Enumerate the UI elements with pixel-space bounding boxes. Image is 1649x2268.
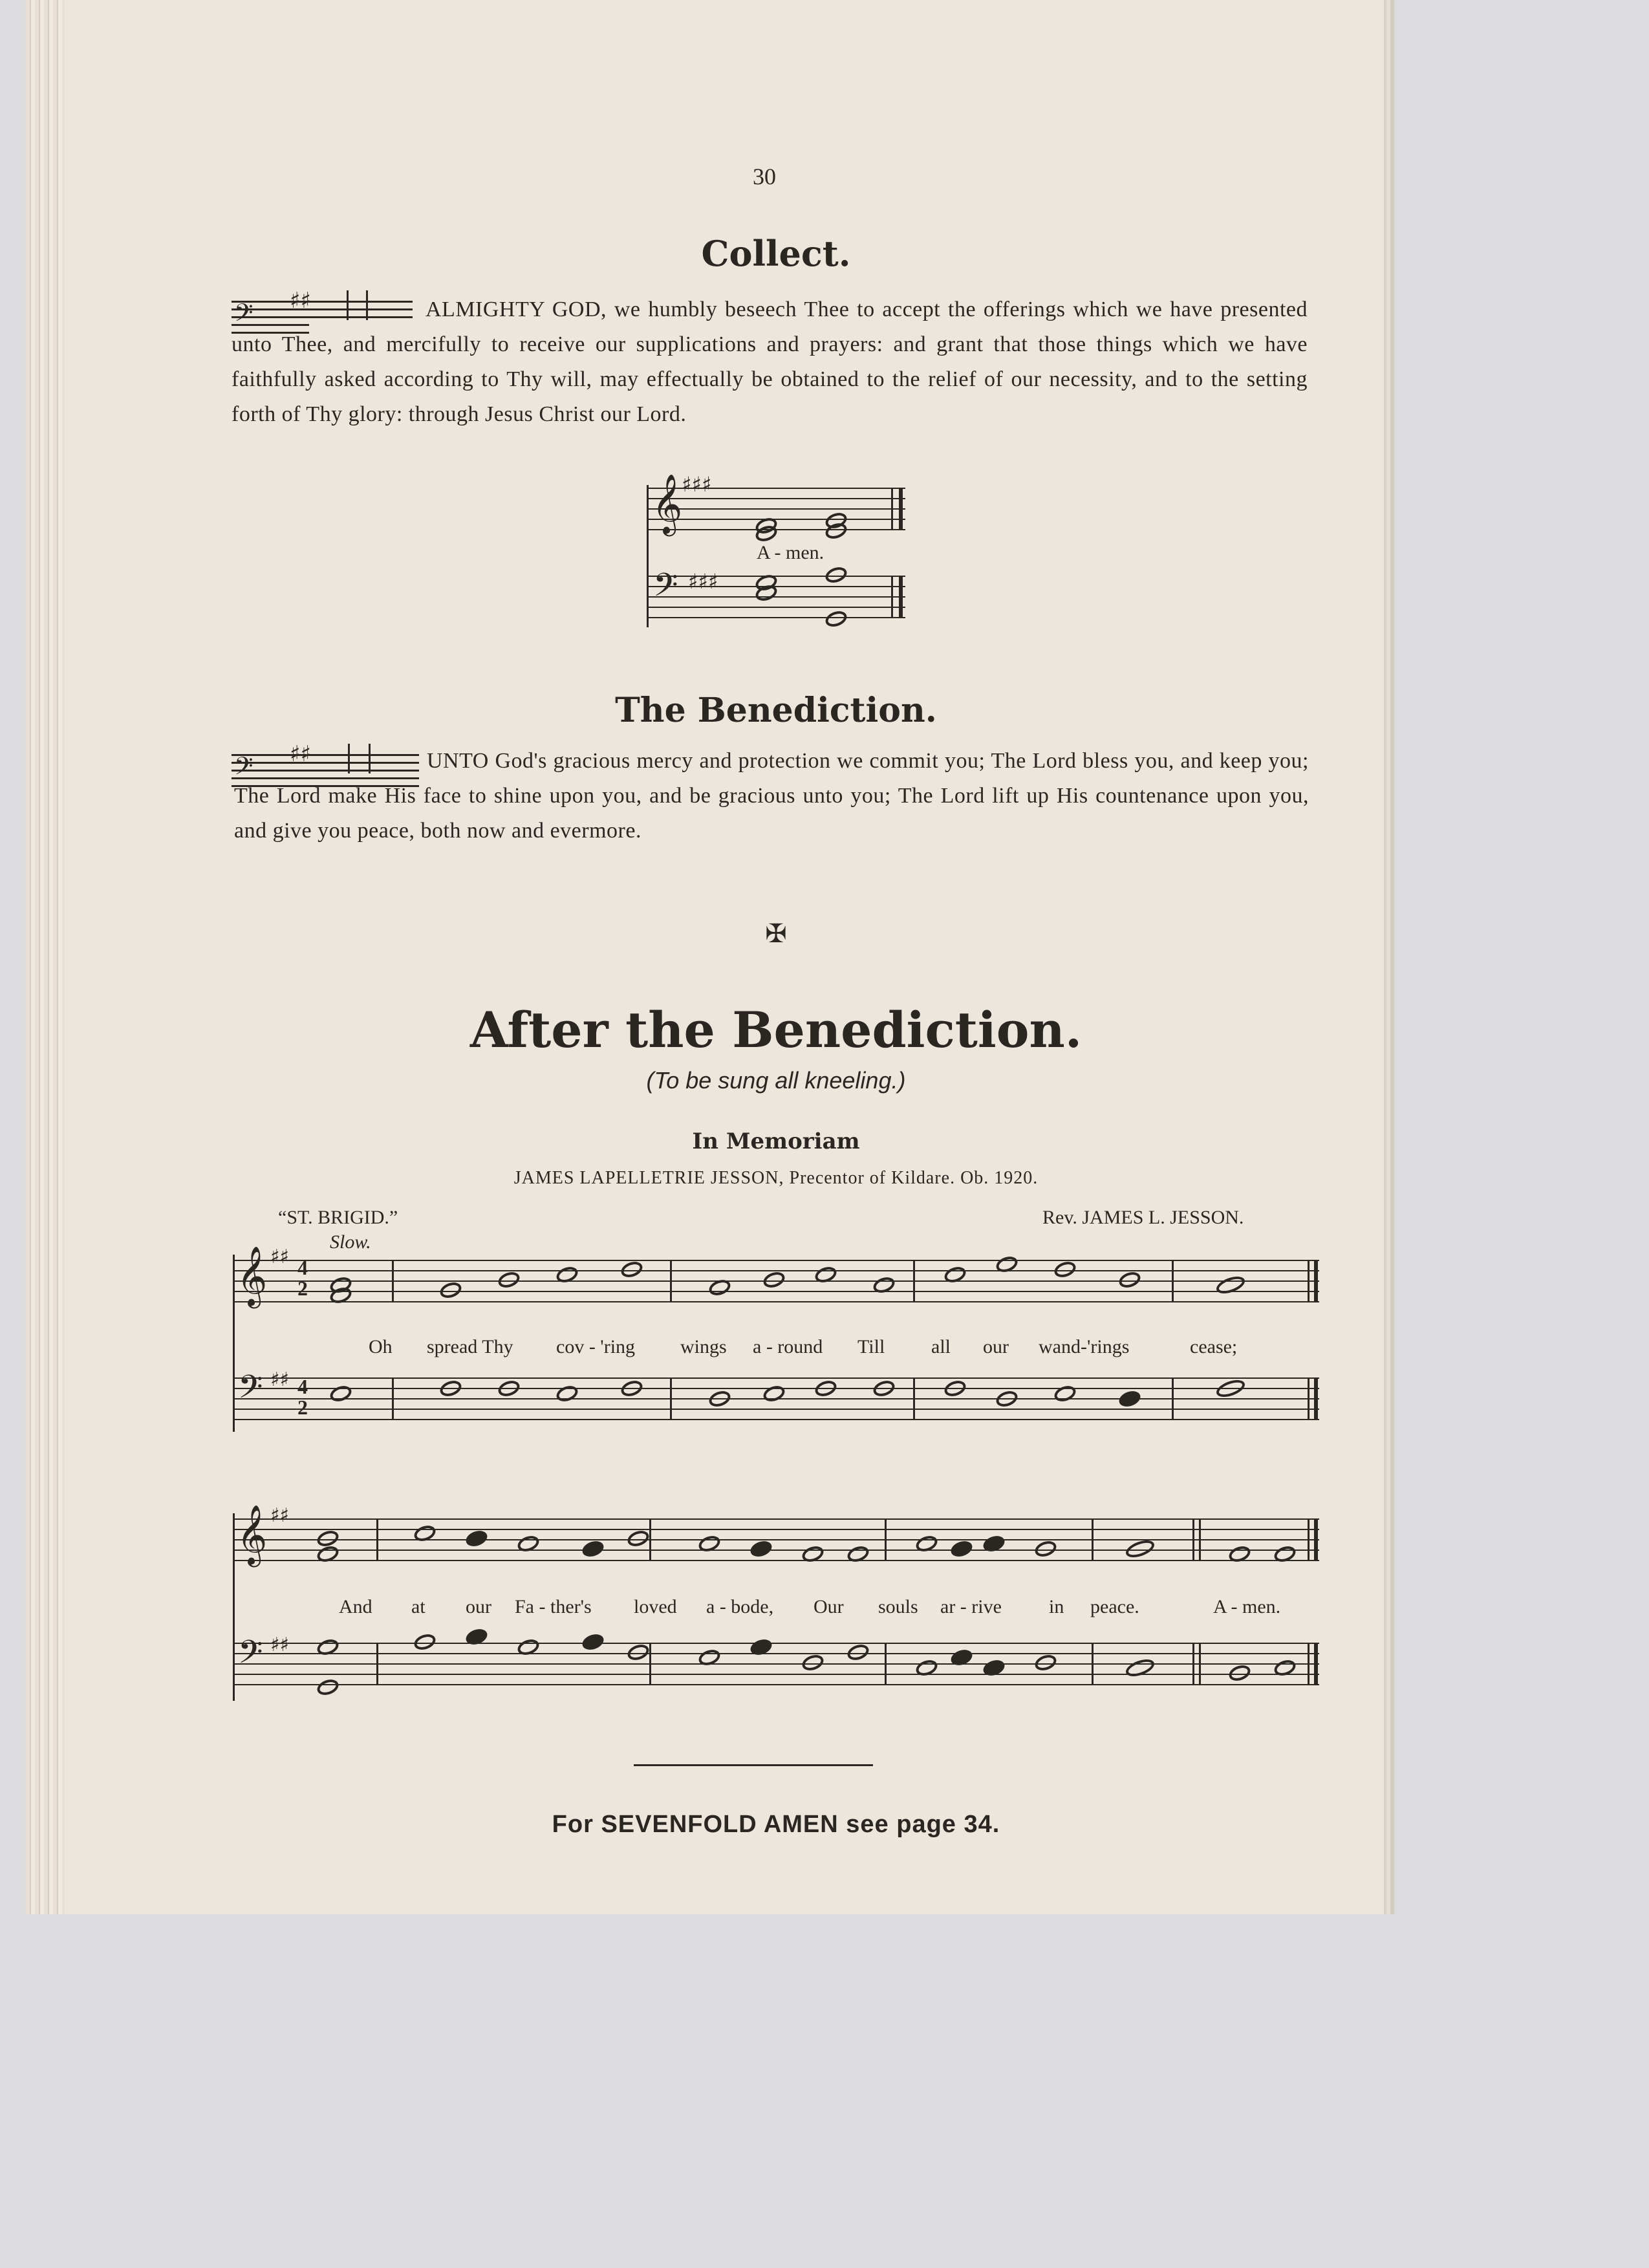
divider-rule <box>634 1764 873 1766</box>
composer: Rev. JAMES L. JESSON. <box>1042 1207 1244 1228</box>
lyric-1-5: a - round <box>753 1336 823 1357</box>
benediction-title: The Benediction. <box>615 691 937 730</box>
lyric-1-7: all <box>931 1336 951 1357</box>
lyric-1-2: spread Thy <box>427 1336 513 1357</box>
page-number: 30 <box>753 164 776 189</box>
hymn-system-1: 𝄞 ♯♯ 4 2 𝄢 ♯♯ 4 2 <box>233 1255 1319 1436</box>
lyric-2-4: Fa - ther's <box>515 1596 592 1617</box>
amen-lyric: A - men. <box>757 542 824 563</box>
lyric-2-2: at <box>411 1596 426 1617</box>
lyric-2-10: in <box>1049 1596 1064 1617</box>
lyric-1-6: Till <box>857 1336 885 1357</box>
lyric-2-8: souls <box>878 1596 918 1617</box>
collect-title: Collect. <box>701 233 851 274</box>
amen-score: 𝄞 ♯♯♯ A - men. 𝄢 ♯♯♯ <box>647 479 905 634</box>
lyric-2-9: ar - rive <box>940 1596 1002 1617</box>
collect-text: ALMIGHTY GOD, we humbly beseech Thee to accept the offerings which we have presented unto Thee, and mercifully to receive our supplications and prayers: and grant that those things which we have faithfully asked according to Thy will, may effectually be obtained to the relief of our necessity, and to the setting forth of Thy glory: through Jesus Christ our Lord. <box>232 297 1308 426</box>
benediction-text: UNTO God's gracious mercy and protection we commit you; The Lord bless you, and keep you; The Lord make His face to shine upon you, and be gracious unto you; The Lord lift up His countenance upon you, and give you peace, both now and evermore. <box>234 749 1309 843</box>
lyric-1-3: cov - 'ring <box>556 1336 636 1357</box>
tempo: Slow. <box>330 1231 371 1253</box>
footer-note: For SEVENFOLD AMEN see page 34. <box>552 1811 1000 1838</box>
lyric-2-1: And <box>339 1596 372 1617</box>
lyric-1-8: our <box>983 1336 1009 1357</box>
lyric-2-11: peace. <box>1090 1596 1139 1617</box>
cross-ornament: ✠ <box>765 919 787 948</box>
dedication: JAMES LAPELLETRIE JESSON, Precentor of Kildare. Ob. 1920. <box>513 1168 1039 1188</box>
lyric-2-3: our <box>466 1596 491 1617</box>
lyric-1-9: wand-'rings <box>1039 1336 1130 1357</box>
lyric-1-1: Oh <box>369 1336 393 1357</box>
hymn-system-2: 𝄞 ♯♯ 𝄢 ♯♯ <box>233 1513 1319 1707</box>
lyric-2-7: Our <box>814 1596 844 1617</box>
after-subtitle: (To be sung all kneeling.) <box>646 1067 906 1094</box>
lyric-2-6: a - bode, <box>706 1596 774 1617</box>
after-title: After the Benediction. <box>469 1001 1083 1059</box>
benediction-chant-staff: 𝄢 ♯♯ <box>232 748 419 799</box>
lyric-1-4: wings <box>680 1336 727 1357</box>
lyric-1-10: cease; <box>1190 1336 1238 1357</box>
hymnal-page <box>26 0 1384 1914</box>
page-edges <box>26 0 65 1914</box>
in-memoriam: In Memoriam <box>692 1129 860 1154</box>
collect-chant-staff: 𝄢 ♯♯ <box>232 294 413 346</box>
tune-name: “ST. BRIGID.” <box>278 1207 398 1228</box>
lyric-2-5: loved <box>634 1596 677 1617</box>
lyric-2-12: A - men. <box>1213 1596 1281 1617</box>
